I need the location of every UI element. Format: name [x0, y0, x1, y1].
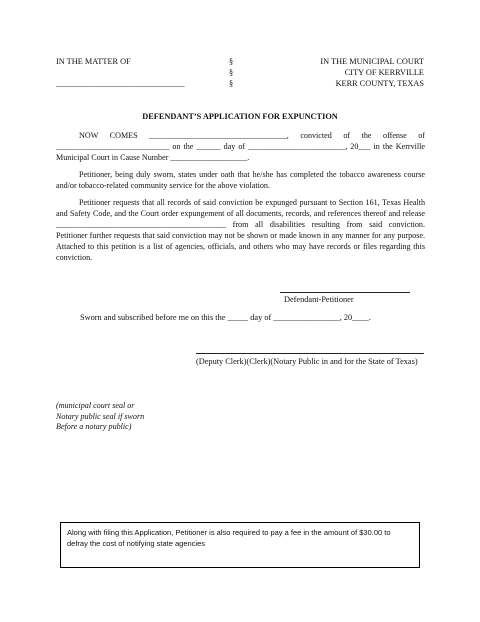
paragraph-now-comes-text: NOW COMES __________________________________, convicted of the offense of ____________________________ on the ______ day of ________________________, 20___ in the Kerrville Municipal Court in Cause Number ___________________. [56, 131, 425, 163]
matter-label: IN THE MATTER OF [56, 57, 131, 66]
notary-signature-label: (Deputy Clerk)(Clerk)(Notary Public in and for the State of Texas) [196, 357, 418, 366]
court-county: KERR COUNTY, TEXAS [335, 79, 424, 88]
paragraph-sworn-statement-text: Petitioner, being duly sworn, states under oath that he/she has completed the tobacco awareness course and/or tobacco-related community service for the above violation. [56, 170, 425, 191]
section-mark-3: § [229, 79, 234, 88]
paragraph-sworn-statement [56, 169, 425, 191]
paragraph-now-comes [56, 130, 425, 163]
seal-note-line-1: (municipal court seal or [56, 401, 135, 410]
paragraph-request-text: Petitioner requests that all records of said conviction be expunged pursuant to Section 161, Texas Health and Safety Code, and the Court order expungement of all documents, records, and references thereof and release __________________________________________ from all disabilities resulting from said conviction. Petitioner further requests that said conviction may not be shown or made known in any manner for any purpose. Attached to this petition is a list of agencies, officials, and others who may have records or files regarding this conviction. [56, 198, 425, 263]
seal-note [56, 401, 144, 433]
document-title: DEFENDANT’S APPLICATION FOR EXPUNCTION [142, 112, 338, 121]
paragraph-request [56, 197, 425, 264]
matter-name-blank: _______________________________ [56, 79, 185, 88]
sworn-statement-line: Sworn and subscribed before me on this the _____ day of ________________, 20____. [80, 313, 371, 322]
fee-notice-text: Along with filing this Application, Petitioner is also required to pay a fee in the amount of $30.00 to defray the cost of notifying state agencies [67, 528, 391, 548]
notary-signature-line [196, 353, 424, 354]
section-mark-1: § [229, 57, 234, 66]
defendant-signature-line [280, 292, 410, 293]
defendant-signature-label: Defendant-Petitioner [284, 295, 354, 304]
seal-note-line-2: Notary public seal if sworn [56, 411, 145, 421]
court-city: CITY OF KERRVILLE [344, 68, 424, 77]
fee-notice-box [60, 522, 420, 568]
seal-note-line-3: Before a notary public) [56, 422, 132, 432]
section-mark-2: § [229, 68, 234, 77]
court-name: IN THE MUNICIPAL COURT [320, 57, 424, 66]
